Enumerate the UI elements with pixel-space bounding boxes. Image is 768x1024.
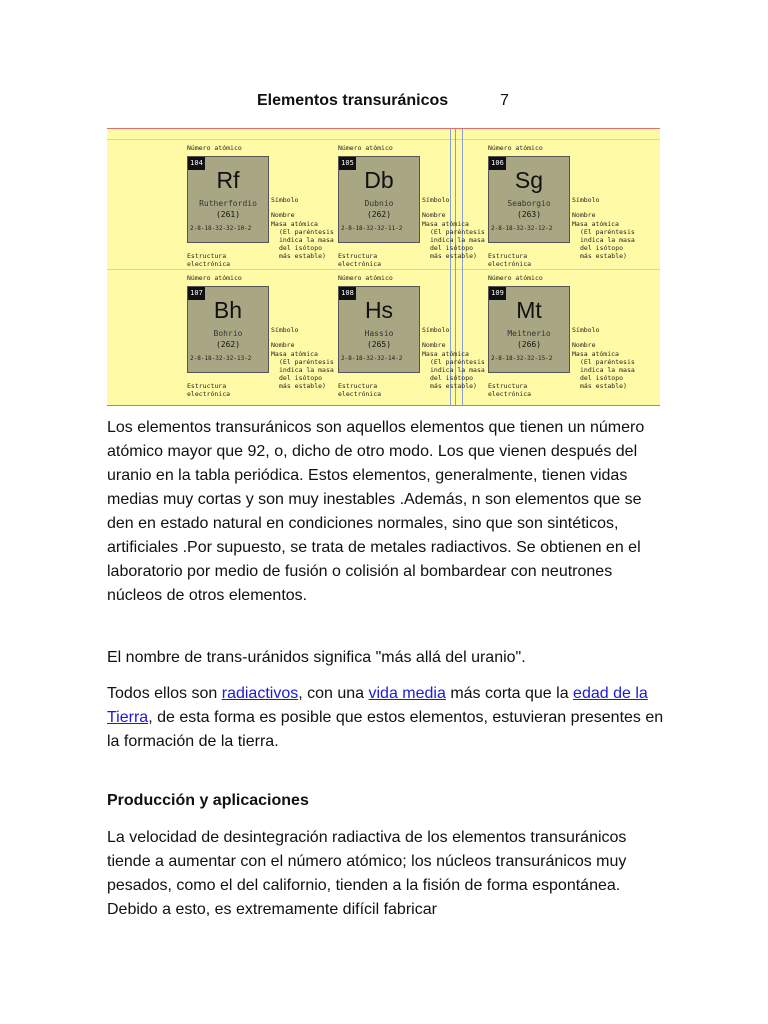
paragraph-radioactive	[107, 682, 667, 754]
structure-label: electrónica	[338, 260, 382, 268]
structure-label: Estructura	[187, 382, 227, 390]
text-span: más corta que la	[445, 685, 574, 702]
note-line: indica la masa	[580, 366, 635, 374]
note-line: indica la masa	[430, 366, 485, 374]
atomic-number: 108	[339, 287, 356, 300]
atomic-mass: (262)	[215, 340, 241, 349]
symbol-label: Símbolo	[271, 196, 299, 204]
symbol-label: Símbolo	[572, 326, 600, 334]
name-label: Nombre	[572, 211, 596, 219]
note-line: del isótopo	[279, 244, 323, 252]
mass-label: Masa atómica	[271, 350, 318, 358]
note-line: del isótopo	[279, 374, 323, 382]
electron-config: 2-8-18-32-32-10-2	[190, 225, 252, 232]
note-line: más estable)	[430, 252, 477, 260]
note-line: del isótopo	[430, 244, 474, 252]
structure-label: Estructura	[488, 382, 528, 390]
atomic-number: 109	[489, 287, 506, 300]
note-line: más estable)	[279, 252, 326, 260]
paragraph-name-meaning: El nombre de trans-uránidos significa "más allá del uranio".	[107, 649, 526, 666]
atomic-number: 106	[489, 157, 506, 170]
atomic-number-label: Número atómico	[187, 144, 242, 152]
structure-label: Estructura	[338, 382, 378, 390]
element-symbol: Db	[364, 167, 394, 193]
element-name: Dubnio	[364, 199, 394, 208]
name-label: Nombre	[422, 211, 446, 219]
mass-label: Masa atómica	[271, 220, 318, 228]
note-line: (El paréntesis	[580, 358, 635, 366]
link-vida-media[interactable]: vida media	[368, 685, 446, 702]
element-cell-mt	[488, 267, 660, 402]
atomic-number: 105	[339, 157, 356, 170]
mass-label: Masa atómica	[422, 220, 469, 228]
note-line: (El paréntesis	[430, 228, 485, 236]
atomic-number: 107	[188, 287, 205, 300]
link-radiactivos[interactable]: radiactivos	[221, 685, 299, 702]
mass-label: Masa atómica	[422, 350, 469, 358]
section-heading: Producción y aplicaciones	[107, 792, 309, 809]
element-box	[187, 156, 269, 243]
note-line: más estable)	[430, 382, 477, 390]
name-label: Nombre	[572, 341, 596, 349]
element-symbol: Mt	[516, 297, 542, 323]
element-box	[488, 286, 570, 373]
element-table-figure	[107, 128, 660, 406]
electron-config: 2-8-18-32-32-13-2	[190, 355, 252, 362]
atomic-number-label: Número atómico	[338, 274, 393, 282]
element-name: Bohrio	[213, 329, 243, 338]
page-title: Elementos transuránicos	[257, 92, 449, 109]
element-symbol: Hs	[364, 297, 394, 323]
element-name: Rutherfordio	[199, 199, 257, 208]
text-span: , con una	[298, 685, 369, 702]
note-line: más estable)	[580, 382, 627, 390]
note-line: (El paréntesis	[279, 228, 334, 236]
element-cell-sg	[488, 137, 660, 272]
symbol-label: Símbolo	[271, 326, 299, 334]
note-line: del isótopo	[430, 374, 474, 382]
name-label: Nombre	[271, 211, 295, 219]
atomic-number-label: Número atómico	[488, 274, 543, 282]
atomic-mass: (262)	[366, 210, 392, 219]
symbol-label: Símbolo	[422, 196, 450, 204]
atomic-mass: (266)	[516, 340, 542, 349]
mass-label: Masa atómica	[572, 350, 619, 358]
note-line: del isótopo	[580, 374, 624, 382]
atomic-mass: (263)	[516, 210, 542, 219]
structure-label: electrónica	[488, 390, 532, 398]
text-span: Todos ellos son	[107, 685, 222, 702]
name-label: Nombre	[422, 341, 446, 349]
note-line: indica la masa	[580, 236, 635, 244]
paragraph-production: La velocidad de desintegración radiactiva de los elementos transuránicos tiende a aumentar con el número atómico; los núcleos transuránicos muy pesados, como el del californio, tienden a la fisión de forma espontánea. Debido a esto, es extremamente difícil fabricar	[107, 829, 627, 918]
structure-label: Estructura	[187, 252, 227, 260]
atomic-number-label: Número atómico	[187, 274, 242, 282]
element-name: Hassio	[364, 329, 394, 338]
element-symbol: Rf	[216, 167, 240, 193]
note-line: del isótopo	[580, 244, 624, 252]
link-edad-tierra[interactable]: edad de la Tierra	[107, 685, 648, 726]
element-box	[187, 286, 269, 373]
atomic-mass: (265)	[366, 340, 392, 349]
electron-config: 2-8-18-32-32-12-2	[491, 225, 553, 232]
element-symbol: Sg	[514, 167, 544, 193]
note-line: (El paréntesis	[279, 358, 334, 366]
note-line: indica la masa	[430, 236, 485, 244]
note-line: indica la masa	[279, 366, 334, 374]
mass-label: Masa atómica	[572, 220, 619, 228]
element-box	[338, 286, 420, 373]
text-span: , de esta forma es posible que estos elementos, estuvieran presentes en la formación de la tierra.	[107, 709, 664, 750]
paragraph-intro: Los elementos transuránicos son aquellos elementos que tienen un número atómico mayor que 92, o, dicho de otro modo. Los que vienen después del uranio en la tabla periódica. Estos elementos, generalmente, tienen vidas medias muy cortas y son muy inestables .Además, n son elementos que se den en estado natural en condiciones normales, sino que son sintéticos, artificiales .Por supuesto, se trata de metales radiactivos. Se obtienen en el laboratorio por medio de fusión o colisión al bombardear con neutrones núcleos de otros elementos.	[107, 419, 645, 604]
element-box	[488, 156, 570, 243]
atomic-number: 104	[188, 157, 205, 170]
electron-config: 2-8-18-32-32-11-2	[341, 225, 403, 232]
atomic-number-label: Número atómico	[488, 144, 543, 152]
structure-label: Estructura	[488, 252, 528, 260]
note-line: (El paréntesis	[430, 358, 485, 366]
name-label: Nombre	[271, 341, 295, 349]
note-line: (El paréntesis	[580, 228, 635, 236]
electron-config: 2-8-18-32-32-14-2	[341, 355, 403, 362]
element-name: Meitnerio	[507, 329, 551, 338]
structure-label: electrónica	[488, 260, 532, 268]
title-row	[0, 92, 768, 114]
symbol-label: Símbolo	[422, 326, 450, 334]
note-line: indica la masa	[279, 236, 334, 244]
structure-label: electrónica	[187, 260, 231, 268]
element-name: Seaborgio	[507, 199, 551, 208]
structure-label: electrónica	[187, 390, 231, 398]
electron-config: 2-8-18-32-32-15-2	[491, 355, 553, 362]
atomic-mass: (261)	[215, 210, 241, 219]
note-line: más estable)	[580, 252, 627, 260]
note-line: más estable)	[279, 382, 326, 390]
structure-label: electrónica	[338, 390, 382, 398]
element-box	[338, 156, 420, 243]
page-number: 7	[500, 92, 509, 109]
symbol-label: Símbolo	[572, 196, 600, 204]
element-symbol: Bh	[213, 297, 243, 323]
atomic-number-label: Número atómico	[338, 144, 393, 152]
structure-label: Estructura	[338, 252, 378, 260]
